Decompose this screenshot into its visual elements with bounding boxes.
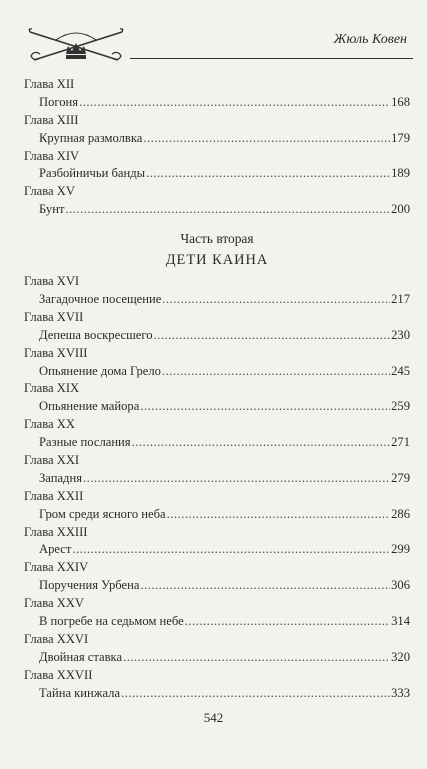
chapter-title: Арест (39, 542, 72, 557)
chapter-number: Глава XXIII (24, 524, 88, 539)
page-number: 271 (391, 435, 410, 450)
chapter-title: Двойная ставка (39, 649, 123, 664)
toc-entry (24, 165, 410, 183)
toc-item (24, 488, 410, 524)
toc-entry (24, 327, 410, 345)
toc-entry (24, 398, 410, 416)
table-of-contents (24, 76, 410, 703)
running-header-author: Жюль Ковен (333, 32, 407, 47)
page-folio: 542 (203, 710, 224, 725)
toc-entry (24, 506, 410, 524)
toc-entry (24, 541, 410, 559)
chapter-number: Глава XV (24, 184, 75, 199)
page-number: 299 (391, 542, 410, 557)
dot-leader (143, 130, 390, 148)
page-number: 333 (391, 685, 410, 700)
toc-item (24, 309, 410, 345)
chapter-title: Загадочное посещение (39, 292, 162, 307)
crossed-swords-crown-ornament-icon (26, 24, 126, 68)
toc-entry (24, 613, 410, 631)
dot-leader (167, 506, 391, 524)
running-header (0, 0, 427, 70)
part-title: ДЕТИ КАИНА (165, 252, 269, 269)
page-number: 314 (391, 614, 410, 629)
toc-item (24, 631, 410, 667)
dot-leader (140, 398, 390, 416)
page-number: 279 (391, 470, 410, 485)
dot-leader (154, 327, 391, 345)
page-number: 200 (391, 202, 410, 217)
chapter-title: Разбойничьи банды (39, 166, 146, 181)
toc-entry (24, 470, 410, 488)
toc-item (24, 595, 410, 631)
page-number: 320 (391, 649, 410, 664)
dot-leader (65, 201, 390, 219)
chapter-number: Глава XXVI (24, 631, 89, 646)
toc-group-part1 (24, 76, 410, 219)
dot-leader (132, 434, 391, 452)
dot-leader (123, 649, 390, 667)
page-number: 245 (391, 363, 410, 378)
toc-entry (24, 685, 410, 703)
page-number: 217 (391, 292, 410, 307)
dot-leader (146, 165, 390, 183)
chapter-title: Погоня (39, 94, 79, 109)
page-number: 230 (391, 327, 410, 342)
dot-leader (79, 94, 390, 112)
page-number: 179 (391, 130, 410, 145)
toc-item (24, 183, 410, 219)
chapter-title: Гром среди ясного неба (39, 506, 166, 521)
chapter-title: Поручения Урбена (39, 578, 140, 593)
chapter-number: Глава XIV (24, 148, 80, 163)
toc-item (24, 452, 410, 488)
chapter-number: Глава XXII (24, 488, 84, 503)
toc-entry (24, 130, 410, 148)
chapter-title: Крупная размолвка (39, 130, 143, 145)
page-number: 286 (391, 506, 410, 521)
chapter-number: Глава XVI (24, 274, 80, 289)
toc-entry (24, 201, 410, 219)
page-number: 189 (391, 166, 410, 181)
chapter-number: Глава XXI (24, 453, 80, 468)
toc-item (24, 524, 410, 560)
dot-leader (140, 577, 390, 595)
chapter-number: Глава XIII (24, 112, 79, 127)
toc-entry (24, 291, 410, 309)
page-number: 306 (391, 578, 410, 593)
toc-item (24, 380, 410, 416)
chapter-title: Разные послания (39, 435, 131, 450)
chapter-number: Глава XIX (24, 381, 80, 396)
chapter-number: Глава XVII (24, 309, 84, 324)
chapter-title: Опьянение майора (39, 399, 140, 414)
chapter-number: Глава XX (24, 417, 75, 432)
toc-item (24, 273, 410, 309)
dot-leader (83, 470, 390, 488)
part-label: Часть вторая (180, 231, 254, 247)
dot-leader (185, 613, 390, 631)
toc-item (24, 76, 410, 112)
chapter-title: Бунт (39, 202, 65, 217)
chapter-title: Опьянение дома Грело (39, 363, 161, 378)
header-rule (130, 58, 413, 59)
toc-entry (24, 434, 410, 452)
chapter-number: Глава XVIII (24, 345, 88, 360)
chapter-number: Глава XXV (24, 596, 85, 611)
toc-entry (24, 94, 410, 112)
toc-item (24, 416, 410, 452)
page-number: 168 (391, 94, 410, 109)
toc-group-part2 (24, 273, 410, 702)
chapter-title: Депеша воскресшего (39, 327, 153, 342)
chapter-title: Тайна кинжала (39, 685, 121, 700)
part-heading (24, 229, 410, 271)
toc-item (24, 345, 410, 381)
chapter-number: Глава XXVII (24, 667, 93, 682)
dot-leader (162, 291, 390, 309)
dot-leader (72, 541, 390, 559)
toc-entry (24, 363, 410, 381)
chapter-number: Глава XII (24, 77, 75, 91)
toc-item (24, 559, 410, 595)
toc-entry (24, 577, 410, 595)
toc-item (24, 148, 410, 184)
toc-entry (24, 649, 410, 667)
dot-leader (162, 363, 390, 381)
page-number: 259 (391, 399, 410, 414)
toc-item (24, 667, 410, 703)
toc-item (24, 112, 410, 148)
chapter-number: Глава XXIV (24, 560, 89, 575)
dot-leader (121, 685, 390, 703)
chapter-title: В погребе на седьмом небе (39, 614, 184, 629)
chapter-title: Западня (39, 470, 83, 485)
